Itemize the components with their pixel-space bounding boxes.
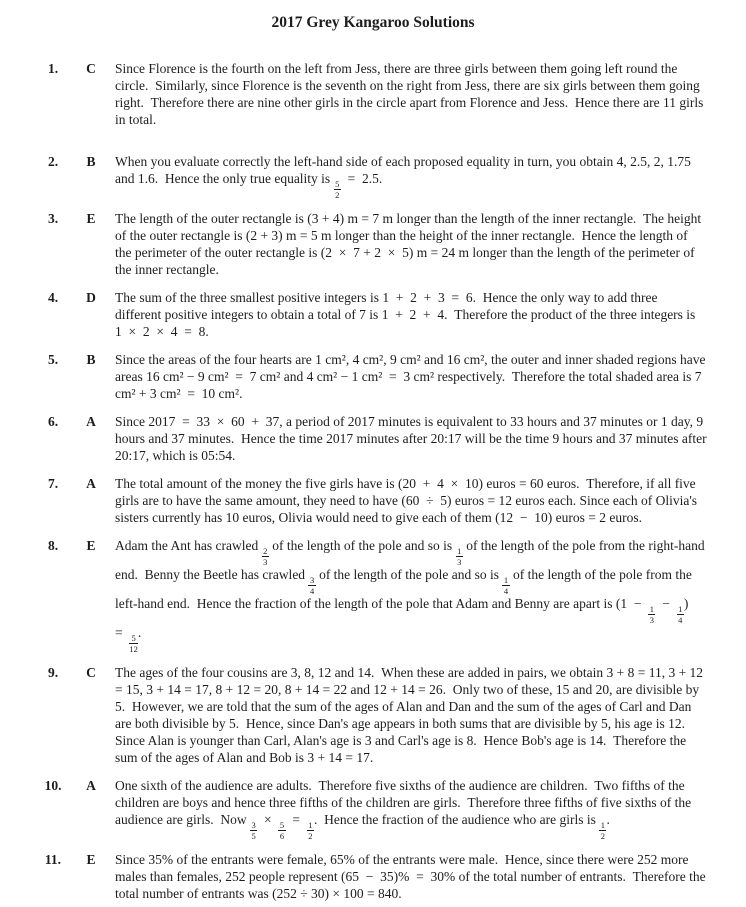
fraction-numerator: 1: [308, 820, 313, 830]
page-title: 2017 Grey Kangaroo Solutions: [271, 14, 475, 31]
solution-answer: A: [86, 476, 96, 491]
solution-answer: B: [86, 352, 96, 367]
fraction: [129, 634, 138, 653]
fraction: [308, 576, 315, 595]
solution-text: One sixth of the audience are adults. Therefore five sixths of the audience are children. Two fifths of the children are boys and hence three fifths of the children are girls. Therefore three fifths of five sixths of the audience are girls. Now $\frac{3}{5}$ × $\frac{5}{6}$ = $\frac{1}{2}$ . Hence the fraction of the audience who are girls is $\frac{1}{2}$ .: [115, 778, 692, 841]
fraction-denominator: 2: [308, 831, 313, 841]
solution-item: [0, 289, 746, 340]
solution-text: The ages of the four cousins are 3, 8, 12 and 14. When these are added in pairs, we obtain 3 + 8 = 11, 3 + 12 = 15, 3 + 14 = 17, 8 + 12 = 20, 8 + 14 = 22 and 12 + 14 = 26. Only two of these, 15 and 20, are divisible by 5. However, we are told that the sum of the ages of Alan and Dan and the sum of the ages of Carl and Dan are both divisible by 5. Hence, since Dan's age appears in both sums that are divisible by 5, his age is 12. Since Alan is younger than Carl, Alan's age is 3 and Carl's age is 8. Hence Bob's age is 14. Therefore the sum of the ages of Alan and Bob is 3 + 14 = 17.: [115, 665, 704, 765]
solution-number: 4.: [47, 290, 59, 305]
solution-answer: E: [86, 211, 96, 226]
fraction-denominator: 4: [503, 586, 509, 596]
solution-number: 6.: [47, 414, 59, 429]
fraction-denominator: 4: [678, 615, 683, 625]
fraction: [677, 605, 684, 624]
solution-item: [0, 351, 746, 402]
solutions-list: [0, 60, 746, 902]
fraction: [250, 821, 257, 840]
fraction-numerator: 2: [263, 546, 268, 556]
fraction: [262, 547, 269, 566]
fraction-denominator: 4: [309, 586, 315, 596]
fraction-numerator: 1: [649, 604, 654, 614]
fraction-denominator: 3: [457, 557, 462, 567]
solution-text: The total amount of the money the five girls have is (20 + 4 × 10) euros = 60 euros. Therefore, if all five girls are to have the same amount, they need to have (60 ÷ 5) euros = 12 euros each. Since each of Olivia's sisters currently has 10 euros, Olivia would need to give each of them (12 − 10) euros = 2 euros.: [115, 476, 698, 525]
solution-number: 10.: [44, 778, 62, 793]
solution-text: Since Florence is the fourth on the left from Jess, there are three girls between them going left round the circle. Similarly, since Florence is the seventh on the right from Jess, there are six girls between them going right. Therefore there are nine other girls in the circle apart from Florence and Jess. Hence there are 11 girls in total.: [115, 61, 704, 127]
solution-item: [0, 475, 746, 526]
solution-item: [0, 413, 746, 464]
fraction: [648, 605, 655, 624]
solution-number: 5.: [47, 352, 59, 367]
solution-item: [0, 537, 746, 653]
fraction-numerator: 1: [678, 604, 683, 614]
solution-number: 1.: [47, 61, 59, 76]
solution-number: 9.: [47, 665, 59, 680]
solution-answer: C: [86, 665, 96, 680]
solution-item: [0, 60, 746, 128]
fraction-numerator: 3: [309, 575, 315, 585]
solution-text: Since 35% of the entrants were female, 65% of the entrants were male. Hence, since there were 252 more males than females, 252 people represent (65 − 35)% = 30% of the total number of entrants. Therefore the total number of entrants was (252 ÷ 30) × 100 = 840.: [115, 852, 706, 901]
fraction-numerator: 1: [600, 820, 605, 830]
solution-answer: E: [86, 852, 96, 867]
solution-answer: E: [86, 538, 96, 553]
solution-number: 11.: [44, 852, 62, 867]
fraction-numerator: 5: [279, 820, 285, 830]
solution-answer: A: [86, 778, 96, 793]
fraction: [278, 821, 285, 840]
solution-text: Adam the Ant has crawled $\frac{2}{3}$ of the length of the pole and so is $\frac{1}{3}$ of the length of the pole from the right-hand end. Benny the Beetle has crawled $\frac{3}{4}$ of the length of the pole and so is $\frac{1}{4}$ of the length of the pole from the left-hand end. Hence the fraction of the length of the pole that Adam and Benny are apart is (1 − $\frac{1}{3}$ − $\frac{1}{4}$ ) = $\frac{5}{12}$ .: [115, 538, 705, 654]
fraction-denominator: 12: [129, 644, 138, 654]
fraction-numerator: 5: [129, 634, 138, 644]
solution-text: The sum of the three smallest positive integers is 1 + 2 + 3 = 6. Hence the only way to add three different positive integers to obtain a total of 7 is 1 + 2 + 4. Therefore the product of the three integers is 1 × 2 × 4 = 8.: [115, 290, 696, 339]
solution-number: 2.: [47, 154, 59, 169]
solution-answer: D: [86, 290, 96, 305]
solution-item: [0, 664, 746, 766]
fraction-denominator: 6: [279, 831, 285, 841]
fraction: [456, 547, 463, 566]
solution-item: [0, 851, 746, 902]
solution-answer: B: [86, 154, 96, 169]
fraction-denominator: 3: [649, 615, 654, 625]
solution-text: When you evaluate correctly the left-hand side of each proposed equality in turn, you obtain 4, 2.5, 2, 1.75 and 1.6. Hence the only true equality is $\frac{5}{2}$ = 2.5.: [115, 154, 691, 200]
solution-answer: A: [86, 414, 96, 429]
fraction: [599, 821, 606, 840]
solution-text: The length of the outer rectangle is (3 + 4) m = 7 m longer than the length of the inner rectangle. The height of the outer rectangle is (2 + 3) m = 5 m longer than the height of the inner rectangle. Hence the length of the perimeter of the outer rectangle is (2 × 7 + 2 × 5) m = 24 m longer than the length of the perimeter of the inner rectangle.: [115, 211, 702, 277]
solution-number: 8.: [47, 538, 59, 553]
solution-item: [0, 210, 746, 278]
solution-answer: C: [86, 61, 96, 76]
solution-text: Since 2017 = 33 × 60 + 37, a period of 2017 minutes is equivalent to 33 hours and 37 minutes or 1 day, 9 hours and 37 minutes. Hence the time 2017 minutes after 20:17 will be the time 9 hours and 37 minutes after 20:17, which is 05:54.: [115, 414, 707, 463]
fraction-numerator: 1: [457, 546, 462, 556]
fraction-numerator: 5: [335, 179, 340, 189]
fraction: [502, 576, 509, 595]
fraction: [307, 821, 314, 840]
fraction: [334, 180, 341, 199]
fraction-denominator: 2: [335, 190, 340, 200]
fraction-numerator: 3: [251, 820, 256, 830]
solution-text: Since the areas of the four hearts are 1 cm², 4 cm², 9 cm² and 16 cm², the outer and inner shaded regions have areas 16 cm² − 9 cm² = 7 cm² and 4 cm² − 1 cm² = 3 cm² respectively. Therefore the total shaded area is 7 cm² + 3 cm² = 10 cm².: [115, 352, 706, 401]
solution-number: 7.: [47, 476, 59, 491]
fraction-denominator: 3: [263, 557, 268, 567]
solution-item: [0, 777, 746, 840]
solution-item: [0, 153, 746, 199]
solution-number: 3.: [47, 211, 59, 226]
fraction-numerator: 1: [503, 575, 509, 585]
fraction-denominator: 2: [600, 831, 605, 841]
fraction-denominator: 5: [251, 831, 256, 841]
